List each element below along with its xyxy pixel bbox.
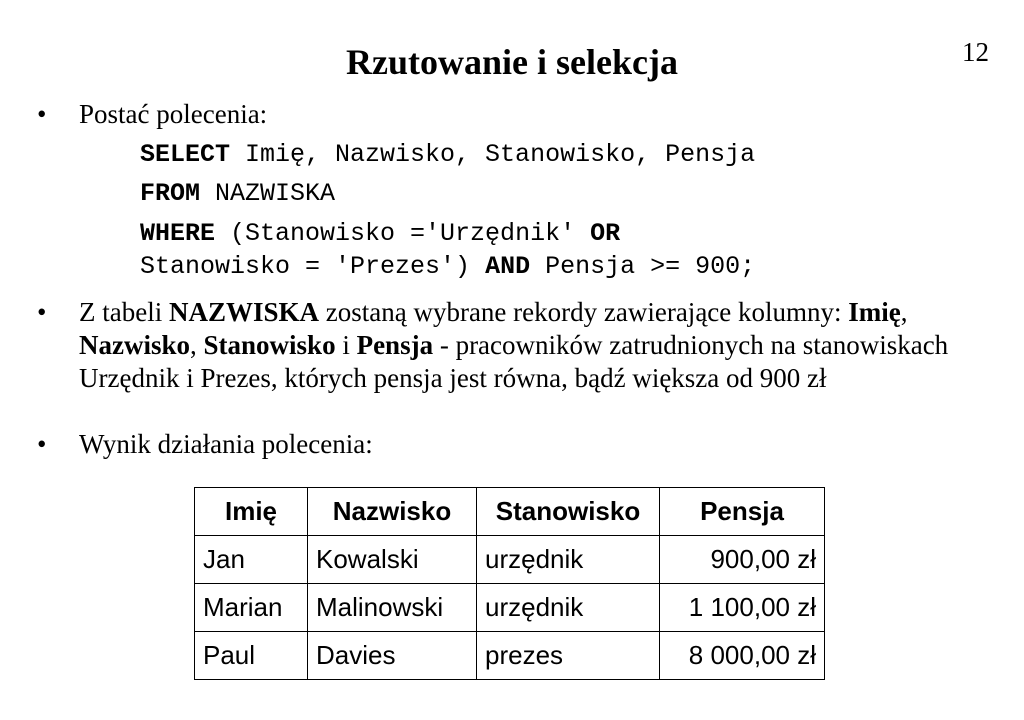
column-header-stanowisko: Stanowisko (477, 488, 660, 536)
desc-text: , (190, 330, 204, 360)
desc-bold-column: Pensja (356, 330, 434, 360)
cell-nazwisko: Kowalski (308, 536, 477, 584)
desc-bold-column: Nazwisko (79, 330, 191, 360)
sql-select-columns: Imię, Nazwisko, Stanowisko, Pensja (230, 140, 756, 169)
sql-where-condition-1: (Stanowisko ='Urzędnik' (215, 219, 591, 248)
sql-where-continuation-line (140, 251, 755, 283)
desc-text: i (335, 330, 357, 360)
cell-stanowisko: prezes (477, 632, 660, 680)
sql-keyword-or: OR (590, 219, 621, 248)
column-header-nazwisko: Nazwisko (308, 488, 477, 536)
sql-where-line (140, 218, 620, 250)
cell-imie: Marian (195, 584, 308, 632)
column-header-imie: Imię (195, 488, 308, 536)
sql-from-table: NAZWISKA (200, 179, 336, 208)
bullet-text-command-form: Postać polecenia: (79, 99, 268, 129)
sql-from-line (140, 178, 335, 210)
desc-bold-column: Imię (848, 297, 901, 327)
bullet-marker: • (37, 99, 47, 129)
sql-keyword-where: WHERE (140, 219, 216, 248)
desc-text: - pracowników zatrudnionych na stanowiskach Urzędnik i Prezes, których pensja jest równa, bądź większa od 900 zł (79, 330, 949, 393)
cell-stanowisko: urzędnik (477, 536, 660, 584)
table-row (195, 584, 825, 632)
desc-bold-column: Stanowisko (203, 330, 336, 360)
cell-imie: Paul (195, 632, 308, 680)
page-number: 12 (962, 37, 989, 67)
bullet-marker: • (37, 297, 47, 327)
table-header-row (195, 488, 825, 536)
cell-stanowisko: urzędnik (477, 584, 660, 632)
desc-bold-table-name: NAZWISKA (168, 297, 319, 327)
bullet-text-command-result: Wynik działania polecenia: (79, 429, 373, 459)
desc-text: zostaną wybrane rekordy zawierające kolumny: (319, 297, 849, 327)
description-paragraph (79, 296, 999, 395)
sql-keyword-and: AND (485, 252, 531, 281)
column-header-pensja: Pensja (660, 488, 825, 536)
sql-where-condition-2: Stanowisko = 'Prezes') (140, 252, 486, 281)
cell-nazwisko: Malinowski (308, 584, 477, 632)
sql-keyword-from: FROM (140, 179, 201, 208)
cell-pensja: 8 000,00 zł (660, 632, 825, 680)
slide-title: Rzutowanie i selekcja (346, 42, 678, 82)
table-row (195, 536, 825, 584)
cell-pensja: 900,00 zł (660, 536, 825, 584)
table-row (195, 632, 825, 680)
desc-text: , (900, 297, 908, 327)
cell-imie: Jan (195, 536, 308, 584)
desc-text: Z tabeli (79, 297, 169, 327)
result-table (194, 487, 825, 680)
sql-select-line (140, 139, 755, 171)
cell-nazwisko: Davies (308, 632, 477, 680)
bullet-marker: • (37, 429, 47, 459)
sql-where-condition-3: Pensja >= 900; (530, 252, 756, 281)
cell-pensja: 1 100,00 zł (660, 584, 825, 632)
sql-keyword-select: SELECT (140, 140, 231, 169)
